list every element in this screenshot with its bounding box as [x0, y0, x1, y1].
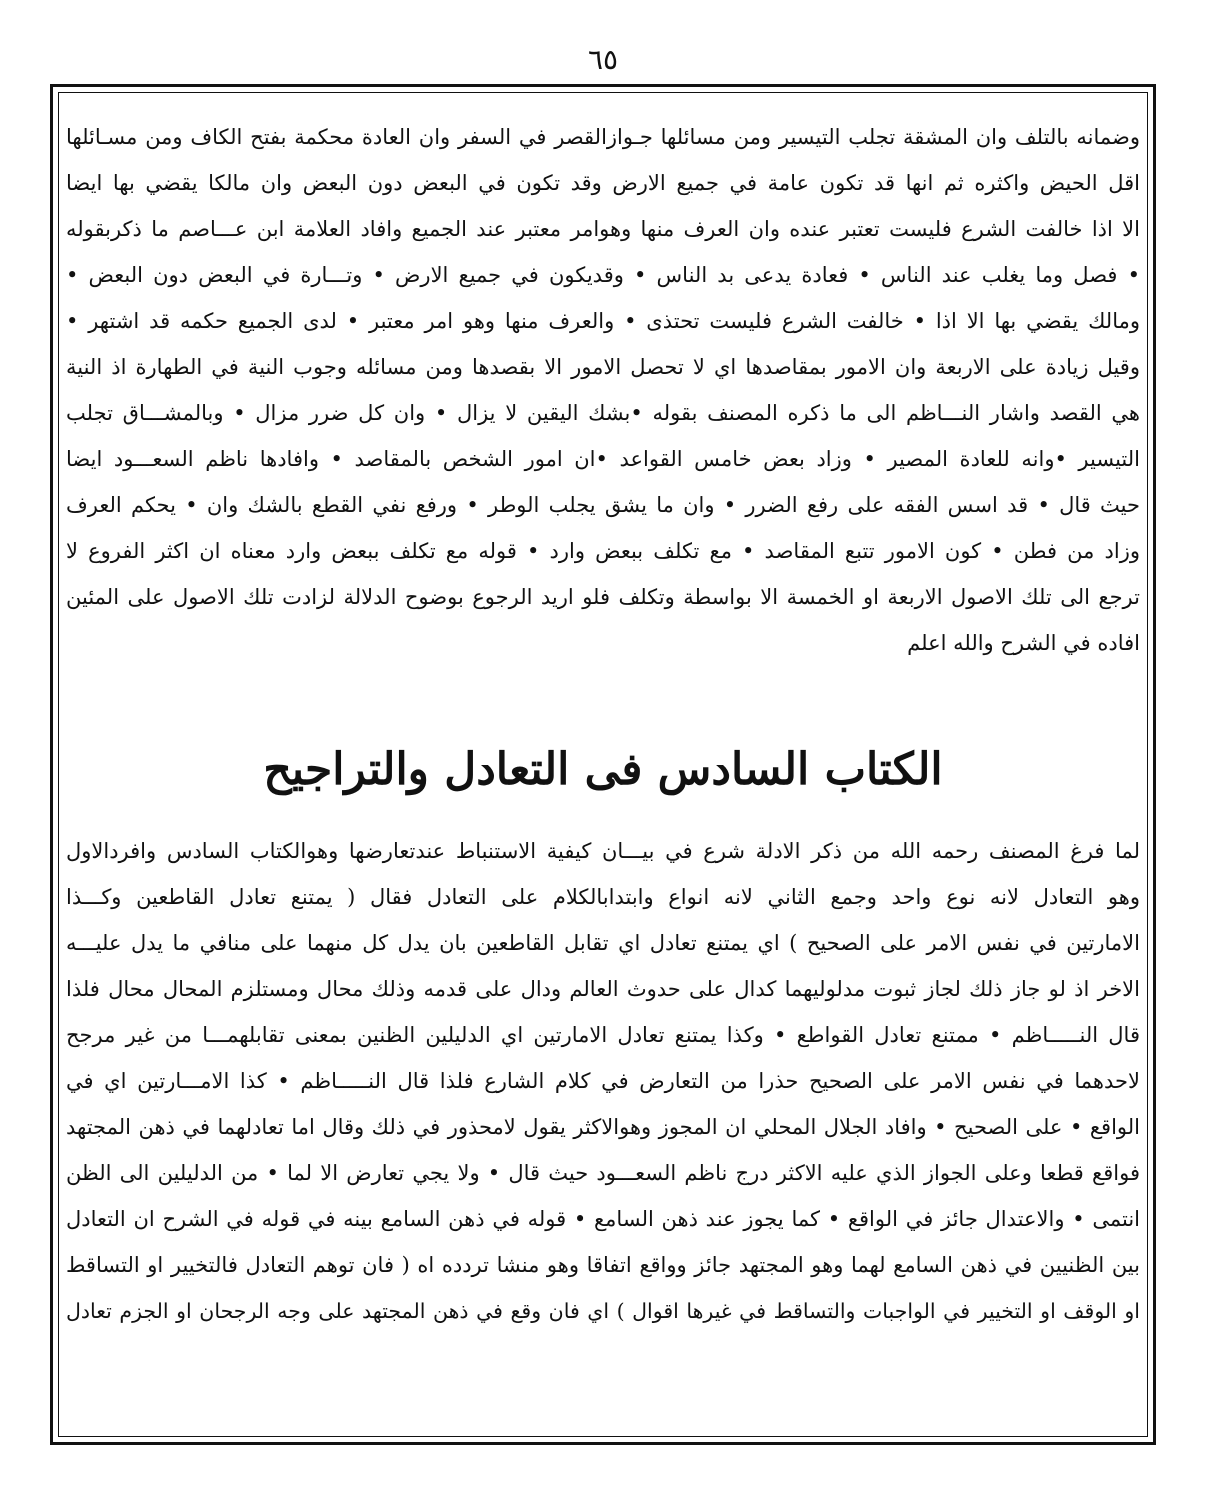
text-line: وضمانه بالتلف وان المشقة تجلب التيسير ومن مسائلها جـوازالقصر في السفر وان العادة محكمة بفتح الكاف ومن مسـائلها — [66, 125, 1140, 149]
verse-line: • فصل وما يغلب عند الناس • فعادة يدعى بد الناس • وقديكون في جميع الارض • وتـــارة في البعض دون البعض • — [66, 263, 1140, 287]
body-text-after-heading — [66, 828, 1140, 1334]
verse-line: ومالك يقضي بها الا اذا • خالفت الشرع فليست تحتذى • والعرف منها وهو امر معتبر • لدى الجميع حكمه قد اشتهر • — [66, 309, 1140, 333]
text-line: الاخر اذ لو جاز ذلك لجاز ثبوت مدلوليهما كدال على حدوث العالم ودال على قدمه وذلك محال ومستلزم المحال محال فلذا — [66, 977, 1140, 1001]
text-line: انتمى • والاعتدال جائز في الواقع • كما يجوز عند ذهن السامع • قوله في ذهن السامع بينه في قوله في الشرح ان التعادل — [66, 1207, 1140, 1231]
text-line: الا اذا خالفت الشرع فليست تعتبر عنده وان العرف منها وهوامر معتبر عند الجميع وافاد العلامة ابن عـــاصم ما ذكربقوله — [66, 217, 1140, 241]
text-line: وهو التعادل لانه نوع واحد وجمع الثاني لانه انواع وابتدابالكلام على التعادل فقال ( يمتنع تعادل القاطعين وكـــذا — [66, 885, 1140, 909]
body-text-before-heading — [66, 114, 1140, 666]
text-line: بين الظنيين في ذهن السامع لهما وهو المجتهد جائز وواقع اتفاقا وهو منشا تردده اه ( فان توهم التعادل فالتخيير او التساقط — [66, 1253, 1140, 1277]
text-line: الواقع • على الصحيح • وافاد الجلال المحلي ان المجوز وهوالاكثر يقول لامحذور في ذلك وقال اما تعادلهما في ذهن المجتهد — [66, 1115, 1140, 1139]
page-number: ٦٥ — [587, 43, 619, 76]
text-line: قال النـــــاظم • ممتنع تعادل القواطع • وكذا يمتنع تعادل الامارتين اي الدليلين الظنين بمعنى تقابلهمـــا من غير مرجح — [66, 1023, 1140, 1047]
text-line: لما فرغ المصنف رحمه الله من ذكر الادلة شرع في بيـــان كيفية الاستنباط عندتعارضها وهوالكتاب السادس وافردالاول — [66, 839, 1140, 863]
chapter-heading: الكتاب السادس فى التعادل والتراجيح — [263, 744, 943, 795]
text-line: فواقع قطعا وعلى الجواز الذي عليه الاكثر درج ناظم السعـــود حيث قال • ولا يجي تعارض الا لما • من الدليلين الى الظن — [66, 1161, 1140, 1185]
text-line: او الوقف او التخيير في الواجبات والتساقط في غيرها اقوال ) اي فان وقع في ذهن المجتهد على وجه الرجحان او الجزم تعادل — [66, 1299, 1140, 1323]
text-line: الامارتين في نفس الامر على الصحيح ) اي يمتنع تعادل اي تقابل القاطعين بان يدل كل منهما على منافي ما يدل عليـــه — [66, 931, 1140, 955]
text-line: وقيل زيادة على الاربعة وان الامور بمقاصدها اي لا تحصل الامور الا بقصدها ومن مسائله وجوب النية في الطهارة اذ النية — [66, 355, 1140, 379]
text-line: حيث قال • قد اسس الفقه على رفع الضرر • وان ما يشق يجلب الوطر • ورفع نفي القطع بالشك وان • يحكم العرف — [66, 493, 1140, 517]
text-line: هي القصد واشار النـــاظم الى ما ذكره المصنف بقوله •بشك اليقين لا يزال • وان كل ضرر مزال • وبالمشـــاق تجلب — [66, 401, 1140, 425]
text-line: اقل الحيض واكثره ثم انها قد تكون عامة في جميع الارض وقد تكون في البعض دون البعض وان مالكا يقضي بها ايضا — [66, 171, 1140, 195]
text-line: ترجع الى تلك الاصول الاربعة او الخمسة الا بواسطة وتكلف فلو اريد الرجوع بوضوح الدلالة لزادت تلك الاصول على المئين — [66, 585, 1140, 609]
text-line: وزاد من فطن • كون الامور تتبع المقاصد • مع تكلف ببعض وارد • قوله مع تكلف ببعض وارد معناه ان اكثر الفروع لا — [66, 539, 1140, 563]
text-line: التيسير •وانه للعادة المصير • وزاد بعض خامس القواعد •ان امور الشخص بالمقاصد • وافادها ناظم السعـــود ايضا — [66, 447, 1140, 471]
text-line: لاحدهما في نفس الامر على الصحيح حذرا من التعارض في كلام الشارع فلذا قال النـــــاظم • كذا الامـــارتين اي في — [66, 1069, 1140, 1093]
text-line: افاده في الشرح والله اعلم — [907, 631, 1140, 655]
